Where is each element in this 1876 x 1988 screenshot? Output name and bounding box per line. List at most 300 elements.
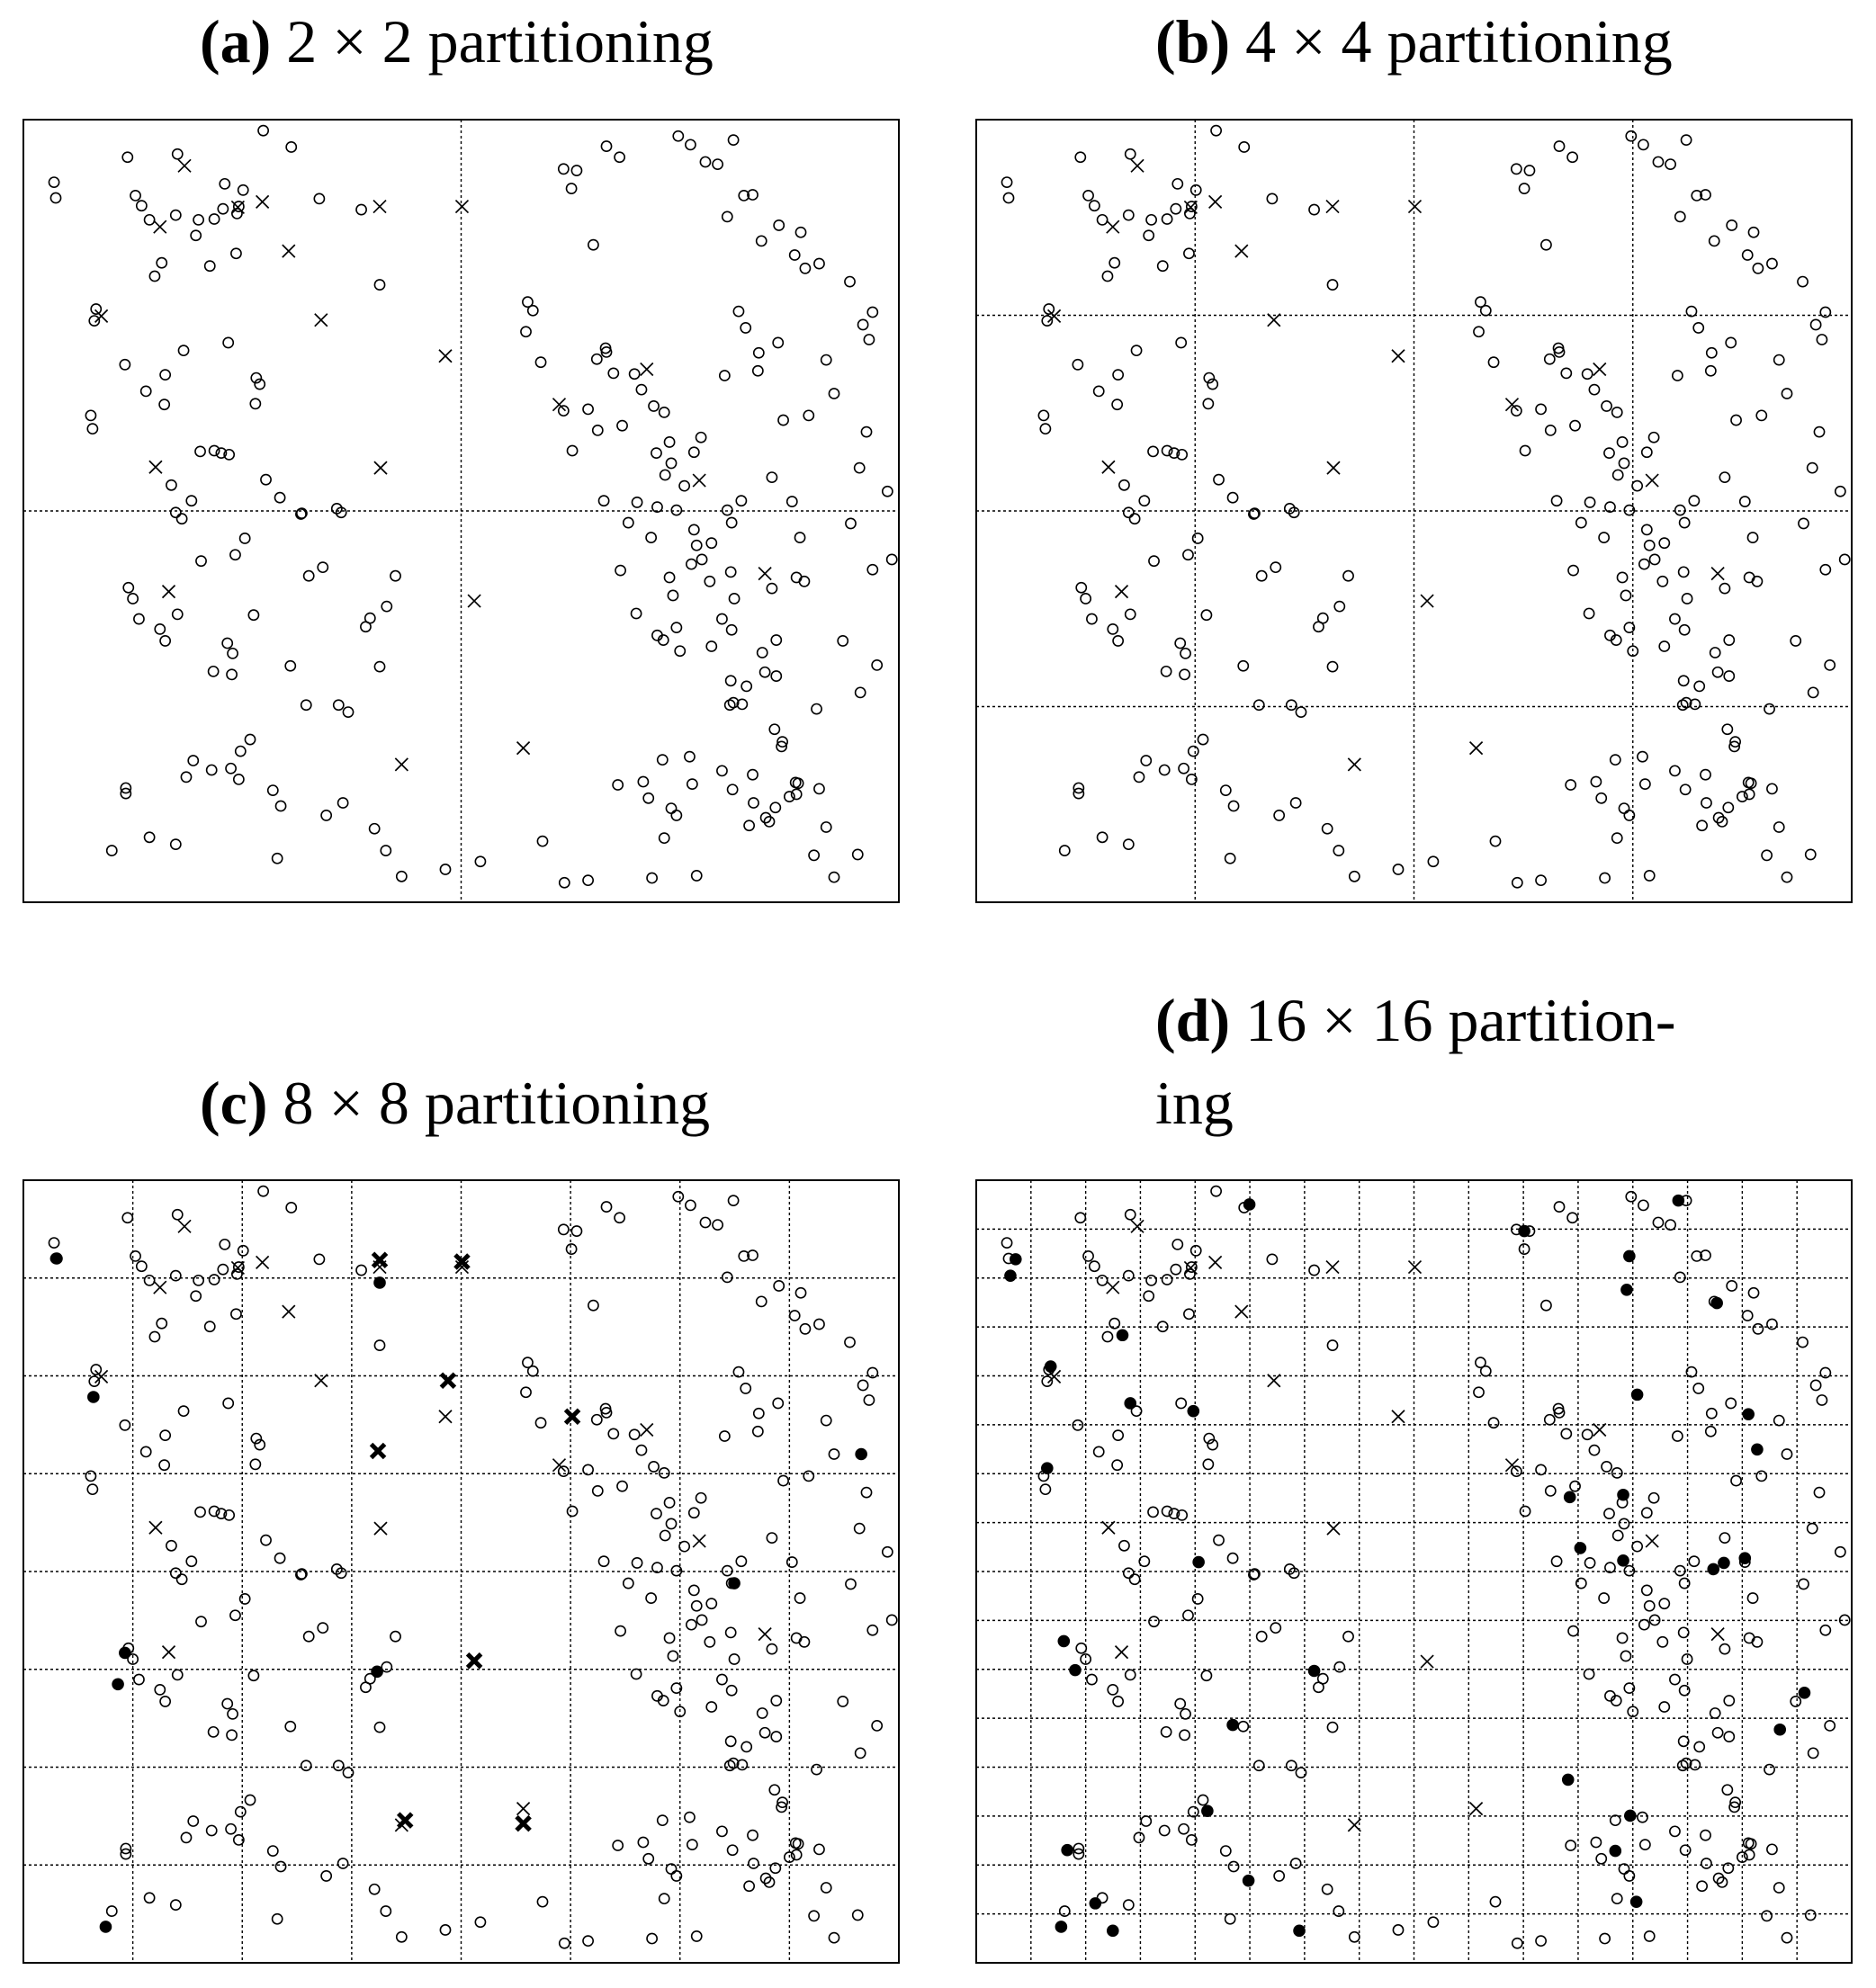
data-point <box>799 577 809 587</box>
data-point <box>613 1840 623 1850</box>
data-point <box>381 1662 391 1672</box>
data-point <box>1638 139 1648 149</box>
data-point <box>1817 1395 1827 1405</box>
data-point <box>1546 425 1556 435</box>
data-point <box>207 765 217 775</box>
data-point <box>1323 1885 1333 1894</box>
data-point <box>145 832 155 842</box>
data-point <box>1798 276 1808 286</box>
data-point <box>774 220 784 230</box>
data-point <box>390 571 400 581</box>
data-point <box>809 850 819 860</box>
data-point <box>193 1276 203 1285</box>
data-point <box>1707 348 1717 358</box>
outlier-point <box>256 1256 269 1268</box>
singleton-point <box>1743 1409 1755 1420</box>
data-point <box>853 1910 863 1920</box>
data-point <box>223 337 233 347</box>
data-point <box>248 610 258 620</box>
data-point <box>1678 700 1688 710</box>
data-point <box>821 1415 831 1425</box>
data-point <box>692 871 702 881</box>
data-point <box>218 1265 228 1275</box>
data-point <box>1706 1427 1716 1437</box>
data-point <box>85 1471 95 1481</box>
data-point <box>1214 475 1224 485</box>
data-point <box>1112 399 1122 409</box>
data-point <box>664 1498 674 1508</box>
data-point <box>1675 211 1685 221</box>
data-point <box>845 1337 855 1347</box>
data-point <box>803 1471 813 1481</box>
data-point <box>748 1831 758 1840</box>
data-point <box>1214 1536 1224 1545</box>
plot-panel-a <box>23 120 899 902</box>
data-point <box>1665 1220 1675 1230</box>
data-point <box>286 1203 296 1213</box>
data-point <box>177 1574 187 1584</box>
data-point <box>1162 1506 1172 1516</box>
data-point <box>1393 864 1403 874</box>
data-point <box>821 822 831 832</box>
data-point <box>723 1566 732 1576</box>
data-point <box>856 687 866 697</box>
data-point <box>1270 562 1280 572</box>
data-point <box>145 215 155 225</box>
data-point <box>171 1900 181 1910</box>
data-point <box>1296 707 1306 717</box>
data-point <box>1098 832 1108 842</box>
data-point <box>1710 648 1720 658</box>
data-point <box>1175 638 1185 648</box>
data-point <box>1541 1301 1551 1311</box>
data-point <box>727 625 737 635</box>
data-point <box>1343 571 1353 581</box>
data-point <box>1536 404 1546 414</box>
data-point <box>593 425 603 435</box>
data-point <box>370 1885 380 1894</box>
data-point <box>726 567 736 577</box>
data-point <box>713 1220 723 1230</box>
data-point <box>792 1849 802 1859</box>
data-point <box>1108 1685 1118 1695</box>
data-point <box>1701 1831 1710 1840</box>
singleton-outlier <box>399 1813 412 1827</box>
data-point <box>1126 1210 1135 1220</box>
data-point <box>687 1620 696 1630</box>
data-point <box>787 497 797 506</box>
data-point <box>632 1669 642 1679</box>
data-point <box>686 1200 696 1210</box>
data-point <box>1481 306 1491 316</box>
data-point <box>1428 856 1438 866</box>
data-point <box>1094 386 1104 396</box>
data-point <box>1791 636 1800 646</box>
data-point <box>769 1785 779 1795</box>
data-point <box>181 1832 191 1842</box>
data-point <box>1162 1275 1172 1285</box>
data-point <box>134 1674 144 1684</box>
data-point <box>1512 1939 1522 1948</box>
data-point <box>1238 661 1248 671</box>
data-point <box>687 560 696 569</box>
data-point <box>615 1626 625 1636</box>
data-point <box>1180 649 1190 658</box>
data-point <box>649 1462 659 1472</box>
data-point <box>1075 1213 1085 1222</box>
singleton-point <box>1045 1361 1056 1373</box>
singleton-outlier <box>441 1374 454 1387</box>
data-point <box>1613 1530 1623 1540</box>
data-point <box>1076 1643 1086 1653</box>
data-point <box>632 608 642 618</box>
data-point <box>1490 837 1500 846</box>
data-point <box>128 594 138 604</box>
data-point <box>705 577 714 587</box>
data-point <box>245 1795 255 1804</box>
singleton-point <box>1711 1297 1723 1309</box>
data-point <box>741 1384 750 1393</box>
data-point <box>685 752 695 762</box>
data-point <box>210 1275 220 1285</box>
data-point <box>792 789 802 799</box>
data-point <box>149 1331 159 1341</box>
outlier-point <box>283 245 295 257</box>
data-point <box>1679 1627 1689 1637</box>
data-point <box>1228 801 1238 810</box>
data-point <box>1139 496 1149 506</box>
data-point <box>1568 1626 1578 1636</box>
data-point <box>285 661 295 671</box>
data-point <box>1645 1601 1655 1611</box>
data-point <box>887 554 897 564</box>
data-point <box>1189 1806 1198 1816</box>
data-point <box>1589 385 1599 395</box>
data-point <box>227 669 237 679</box>
data-point <box>736 1556 746 1566</box>
data-point <box>91 304 101 314</box>
outlier-point <box>693 1535 705 1547</box>
data-point <box>864 335 874 345</box>
data-point <box>173 1210 183 1220</box>
data-point <box>673 1192 683 1202</box>
data-point <box>285 1722 295 1732</box>
data-point <box>872 1721 882 1731</box>
data-point <box>528 306 538 316</box>
data-point <box>195 1507 205 1517</box>
data-point <box>1701 770 1710 780</box>
data-point <box>727 517 737 527</box>
data-point <box>679 1542 689 1552</box>
data-point <box>720 371 730 381</box>
data-point <box>559 164 569 174</box>
data-point <box>1203 398 1213 408</box>
data-point <box>767 1644 776 1654</box>
data-point <box>643 1854 653 1864</box>
outlier-point <box>1107 1281 1119 1294</box>
data-point <box>1670 613 1680 623</box>
outlier-point <box>149 461 162 473</box>
data-point <box>1719 584 1729 594</box>
data-point <box>1719 1533 1729 1543</box>
data-point <box>1653 1217 1663 1227</box>
data-point <box>1767 258 1777 268</box>
data-point <box>1809 1748 1818 1758</box>
data-point <box>155 624 165 634</box>
data-point <box>692 1601 702 1611</box>
data-point <box>1689 496 1699 506</box>
data-point <box>1561 1428 1571 1438</box>
data-point <box>1642 524 1652 534</box>
data-point <box>381 846 390 855</box>
singleton-point <box>1519 1225 1530 1237</box>
data-point <box>1774 822 1784 832</box>
data-point <box>790 250 800 260</box>
data-point <box>671 622 681 632</box>
data-point <box>1599 533 1609 542</box>
data-point <box>1488 1418 1498 1428</box>
singleton-point <box>1042 1463 1054 1474</box>
panel-caption-d-line1: 16 × 16 partition- <box>1245 986 1676 1054</box>
data-point <box>666 458 676 468</box>
data-point <box>1175 1698 1185 1708</box>
data-point <box>178 345 188 355</box>
data-point <box>729 135 739 145</box>
data-point <box>321 810 331 820</box>
data-point <box>1645 871 1655 881</box>
outlier-point <box>1470 1803 1483 1815</box>
data-point <box>1520 445 1530 455</box>
data-point <box>664 1633 674 1643</box>
data-point <box>1584 1558 1594 1568</box>
singleton-outlier <box>468 1654 481 1668</box>
data-point <box>646 1593 656 1603</box>
data-point <box>696 554 706 564</box>
data-point <box>236 1806 246 1816</box>
data-point <box>1180 669 1189 679</box>
data-point <box>171 210 181 220</box>
data-point <box>301 1760 311 1770</box>
data-point <box>227 1730 237 1740</box>
data-point <box>230 550 240 560</box>
data-point <box>1679 567 1689 577</box>
data-point <box>671 506 681 515</box>
data-point <box>1184 1309 1194 1319</box>
data-point <box>343 707 353 717</box>
data-point <box>178 1406 188 1416</box>
data-point <box>1743 250 1753 260</box>
data-point <box>689 1585 699 1595</box>
data-point <box>1179 1824 1189 1834</box>
outlier-point <box>1209 195 1222 208</box>
data-point <box>846 1579 856 1589</box>
data-point <box>137 1261 147 1271</box>
data-point <box>883 1547 893 1557</box>
data-point <box>1756 410 1766 420</box>
data-point <box>149 271 159 281</box>
data-point <box>1189 746 1198 756</box>
singleton-point <box>1005 1270 1017 1282</box>
data-point <box>1488 357 1498 367</box>
singleton-point <box>1799 1688 1810 1699</box>
data-point <box>1639 560 1649 569</box>
data-point <box>1645 1931 1655 1941</box>
data-point <box>1124 507 1134 517</box>
data-point <box>1774 1883 1784 1893</box>
data-point <box>87 1484 97 1494</box>
data-point <box>186 1556 196 1566</box>
data-point <box>583 1936 593 1946</box>
data-point <box>560 878 570 888</box>
data-point <box>1327 662 1337 672</box>
data-point <box>1211 1187 1221 1196</box>
outlier-point <box>758 568 771 580</box>
data-point <box>1102 1331 1112 1341</box>
data-point <box>1653 157 1663 166</box>
data-point <box>1124 1568 1134 1578</box>
outlier-point <box>1392 1410 1405 1423</box>
outlier-point <box>1102 461 1115 473</box>
data-point <box>757 236 767 246</box>
data-point <box>1752 1637 1762 1647</box>
data-point <box>748 770 758 780</box>
data-point <box>1782 389 1791 398</box>
data-point <box>867 1625 877 1635</box>
data-point <box>1333 846 1343 855</box>
data-point <box>1113 1430 1123 1440</box>
data-point <box>191 1291 201 1301</box>
data-point <box>1719 472 1729 482</box>
data-point <box>1512 1466 1521 1476</box>
data-point <box>1670 766 1680 775</box>
singleton-point <box>1624 1250 1636 1262</box>
panel-caption-c: 8 × 8 partitioning <box>283 1069 711 1137</box>
outlier-point <box>1408 1261 1421 1274</box>
data-point <box>696 1493 706 1503</box>
data-point <box>191 230 201 240</box>
data-point <box>1225 854 1235 864</box>
data-point <box>1098 1276 1108 1285</box>
data-point <box>1270 1623 1280 1633</box>
data-point <box>1180 1730 1189 1740</box>
data-point <box>220 1240 229 1249</box>
outlier-point <box>1107 220 1119 233</box>
data-point <box>1825 660 1835 670</box>
data-point <box>838 636 848 646</box>
data-point <box>1617 437 1627 447</box>
data-point <box>1798 1337 1808 1347</box>
data-point <box>171 839 181 849</box>
data-point <box>356 1265 366 1275</box>
data-point <box>1570 1482 1580 1491</box>
data-point <box>274 493 284 503</box>
singleton-point <box>1308 1665 1320 1677</box>
data-point <box>566 184 576 193</box>
data-point <box>1176 337 1186 347</box>
data-point <box>1546 1486 1556 1496</box>
data-point <box>593 1486 603 1496</box>
data-point <box>1678 1760 1688 1770</box>
outlier-point <box>1116 1646 1128 1659</box>
outlier-point <box>163 1646 175 1659</box>
data-point <box>855 1524 865 1534</box>
data-point <box>617 421 627 431</box>
data-point <box>812 704 821 714</box>
data-point <box>613 780 623 790</box>
data-point <box>193 215 203 225</box>
data-point <box>1694 681 1704 691</box>
outlier-point <box>178 1220 191 1232</box>
singleton-point <box>1625 1810 1637 1822</box>
data-point <box>560 1939 570 1948</box>
data-point <box>218 204 228 214</box>
data-point <box>1576 1578 1586 1588</box>
data-point <box>660 1894 669 1903</box>
data-point <box>381 1906 390 1916</box>
data-point <box>1141 1816 1151 1826</box>
data-point <box>1083 1251 1093 1261</box>
data-point <box>794 533 804 542</box>
data-point <box>1239 142 1249 152</box>
data-point <box>717 1674 727 1684</box>
data-point <box>1743 1311 1753 1321</box>
data-point <box>1680 517 1690 527</box>
singleton-point <box>1193 1556 1205 1568</box>
data-point <box>1642 1585 1652 1595</box>
data-point <box>1191 185 1201 195</box>
data-point <box>188 756 198 766</box>
data-point <box>1567 152 1577 162</box>
data-point <box>1632 1542 1642 1552</box>
data-point <box>643 793 653 803</box>
outlier-point <box>758 1628 771 1641</box>
data-point <box>630 369 640 379</box>
data-point <box>617 1482 627 1491</box>
data-point <box>1753 264 1763 273</box>
data-point <box>660 1530 670 1540</box>
data-point <box>1044 304 1054 314</box>
data-point <box>861 1488 871 1498</box>
data-point <box>668 1651 678 1661</box>
data-point <box>440 1925 450 1935</box>
data-point <box>374 1340 384 1350</box>
data-point <box>727 1686 737 1696</box>
data-point <box>475 856 485 866</box>
data-point <box>838 1697 848 1706</box>
data-point <box>130 1251 140 1261</box>
data-point <box>1611 1815 1620 1825</box>
data-point <box>666 1518 676 1528</box>
data-point <box>1512 406 1521 416</box>
outlier-point <box>1408 201 1421 213</box>
data-point <box>1620 590 1630 600</box>
singleton-point <box>1062 1844 1073 1856</box>
data-point <box>1221 1846 1231 1856</box>
singleton-point <box>729 1578 741 1590</box>
data-point <box>717 1826 727 1836</box>
data-point <box>1680 1578 1690 1588</box>
data-point <box>1675 506 1685 515</box>
singleton-outlier <box>566 1410 579 1423</box>
data-point <box>1589 1446 1599 1455</box>
data-point <box>671 1871 681 1881</box>
data-point <box>1799 518 1809 528</box>
data-point <box>1193 1594 1203 1604</box>
outlier-point <box>455 201 468 213</box>
data-point <box>301 700 311 710</box>
data-point <box>757 1296 767 1306</box>
data-point <box>1042 1376 1052 1386</box>
